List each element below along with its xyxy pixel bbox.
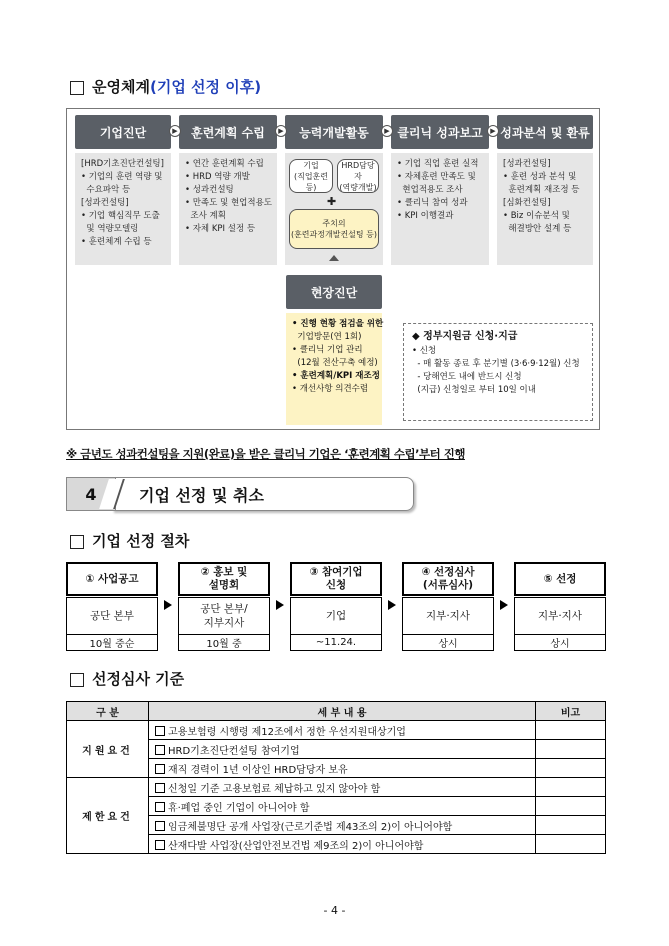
arrow-right-icon [388,600,396,610]
stage-2-header: 훈련계획 수립 [179,115,277,149]
field-diagnosis-header: 현장진단 [286,275,382,309]
checkbox-square-icon [70,535,84,549]
checkbox-icon [155,840,165,850]
arrow-right-icon [276,600,284,610]
activity-host-box: 주치의 (훈련과정개발컨설팅 등) [289,209,379,249]
page-number: - 4 - [323,904,346,917]
checkbox-square-icon [70,81,84,95]
chevron-right-icon: ▶ [487,125,499,137]
remark-cell [536,816,606,835]
remark-cell [536,740,606,759]
header-remarks: 비고 [536,702,606,721]
chevron-right-icon: ▶ [381,125,393,137]
remark-cell [536,797,606,816]
checkbox-icon [155,764,165,774]
step-3: ③ 참여기업 신청 기업 ~11.24. [290,562,382,651]
criteria-title: 선정심사 기준 [70,668,184,689]
remark-cell [536,721,606,740]
step-5: ⑤ 선정 지부·지사 상시 [514,562,606,651]
list-item: 휴·폐업 중인 기업이 아니어야 함 [149,797,536,816]
stage-2-body: • 연간 훈련계획 수립 • HRD 역량 개발 • 성과컨설팅 • 만족도 및 현업적용도 조사 계획 • 자체 KPI 설정 등 [179,153,277,265]
subsidy-box: ◆ 정부지원금 신청·지급 • 신청 - 매 활동 종료 후 분기별 (3·6·9·12월) 신청 - 당해연도 내에 반드시 신청 (지급) 신청일로 부터 10일 이내 [403,323,593,421]
list-item: 임금체불명단 공개 사업장(근로기준법 제43조의 2)이 아니어야함 [149,816,536,835]
activity-hrd-box: HRD담당자 (역량개발) [337,159,379,193]
note-text: ※ 금년도 성과컨설팅을 지원(완료)을 받은 클리닉 기업은 ‘훈련계획 수립’부터 진행 [66,447,465,461]
plus-icon: ✚ [327,195,337,208]
checkbox-icon [155,821,165,831]
section-4-banner [66,477,414,511]
chevron-right-icon: ▶ [169,125,181,137]
list-item: 고용보험령 시행령 제12조에서 정한 우선지원대상기업 [149,721,536,740]
stage-3-body [285,153,383,265]
stage-4-header: 클리닉 성과보고 [391,115,489,149]
stage-5-header: 성과분석 및 환류 [497,115,593,149]
list-item: 재직 경력이 1년 이상인 HRD담당자 보유 [149,759,536,778]
subsidy-title: ◆ 정부지원금 신청·지급 [412,331,518,342]
up-arrow-icon [329,255,339,261]
checkbox-icon [155,745,165,755]
arrow-right-icon [500,600,508,610]
remark-cell [536,835,606,854]
step-1: ① 사업공고 공단 본부 10월 중순 [66,562,158,651]
category-restriction: 제한요건 [67,778,149,854]
checkbox-icon [155,726,165,736]
remark-cell [536,778,606,797]
operation-diagram [66,108,600,430]
stage-1-header: 기업진단 [75,115,171,149]
category-support: 지원요건 [67,721,149,778]
stage-3-header: 능력개발활동 [285,115,383,149]
remark-cell [536,759,606,778]
field-diagnosis-body: • 진행 현황 점검을 위한 기업방문(연 1회) • 클리닉 기업 관리 (12월 전산구축 예정) • 훈련계획/KPI 재조정 • 개선사항 의견수렴 [286,313,382,425]
procedure-title: 기업 선정 절차 [70,530,189,551]
checkbox-icon [155,783,165,793]
header-category: 구 분 [67,702,149,721]
arrow-right-icon [164,600,172,610]
chevron-right-icon: ▶ [275,125,287,137]
step-4: ④ 선정심사 (서류심사) 지부·지사 상시 [402,562,494,651]
stage-4-body: • 기업 직업 훈련 실적 • 자체훈련 만족도 및 현업적용도 조사 • 클리닉 참여 성과 • KPI 이행결과 [391,153,489,265]
stage-5-body: [성과컨설팅] • 훈련 성과 분석 및 훈련계획 재조정 등 [심화컨설팅] • Biz 이슈분석 및 해결방안 설계 등 [497,153,593,265]
header-details: 세 부 내 용 [149,702,536,721]
step-2: ② 홍보 및 설명회 공단 본부/ 지부지사 10월 중 [178,562,270,651]
list-item: 산재다발 사업장(산업안전보건법 제9조의 2)이 아니어야함 [149,835,536,854]
stage-1-body: [HRD기초진단컨설팅] • 기업의 훈련 역량 및 수요파악 등 [성과컨설팅] • 기업 핵심직무 도출 및 역량모델링 • 훈련체계 수립 등 [75,153,171,265]
table-row [67,778,606,797]
list-item: 신청일 기준 고용보험료 체납하고 있지 않아야 함 [149,778,536,797]
table-row [67,721,606,740]
criteria-table [66,701,606,854]
section-4-number: 4 [66,477,116,511]
table-header-row [67,702,606,721]
checkbox-square-icon [70,673,84,687]
activity-company-box: 기업 (직업훈련 등) [289,159,333,193]
section-4-title: 기업 선정 및 취소 [112,477,414,511]
checkbox-icon [155,802,165,812]
list-item: HRD기초진단컨설팅 참여기업 [149,740,536,759]
section-operation-title: 운영체계(기업 선정 이후) [70,76,261,97]
